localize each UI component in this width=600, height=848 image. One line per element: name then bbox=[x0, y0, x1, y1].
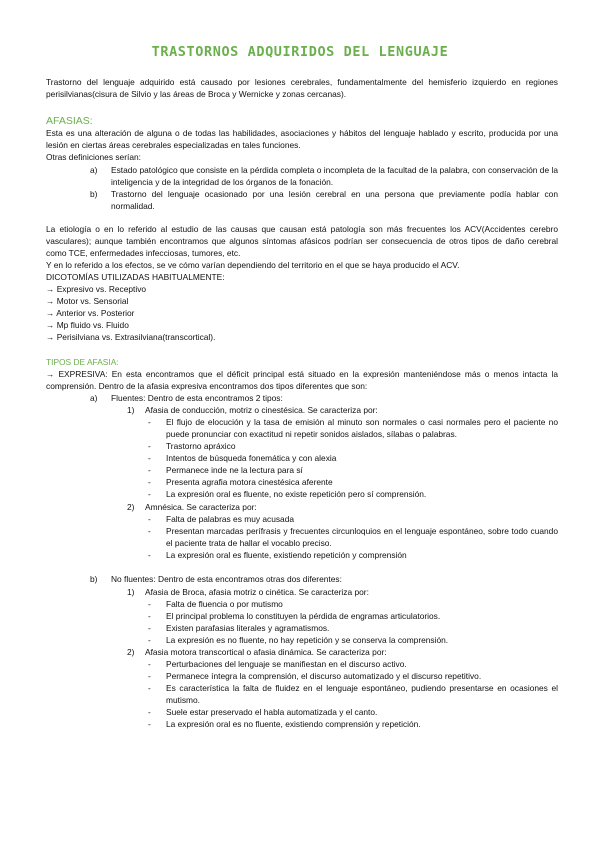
dicotomia-item: → Mp fluido vs. Fluido bbox=[46, 320, 129, 330]
amnesica-item: Presentan marcadas perífrasis y frecuentes circunloquios en el lenguaje espontáneo, sobre todo cuando el paciente trata de hallar el vocablo preciso. bbox=[166, 526, 558, 548]
document-title: TRASTORNOS ADQUIRIDOS DEL LENGUAJE bbox=[151, 44, 449, 60]
conduccion-item: Trastorno apráxico bbox=[166, 441, 236, 451]
dicotomia-item: → Motor vs. Sensorial bbox=[46, 296, 129, 306]
etiologia-paragraph: La etiología o en lo referido al estudio de las causas que causan está patología son más frecuentes los ACV(Accidentes cerebro vasculares); aunque también encontramos que algunos síntomas afásicos podrían ser consecuencia de otros tipos de daño cerebral como TCE, enfermedades infecciosas, tumores, etc. bbox=[46, 224, 558, 258]
bullet: - bbox=[148, 477, 151, 487]
bullet: - bbox=[148, 417, 151, 427]
bullet: - bbox=[148, 635, 151, 645]
transcortical-item: Permanece íntegra la comprensión, el discurso automatizado y el discurso repetitivo. bbox=[166, 671, 482, 681]
bullet: - bbox=[148, 550, 151, 560]
bullet: - bbox=[148, 623, 151, 633]
conduccion-item: Permanece inde ne la lectura para sí bbox=[166, 465, 303, 475]
broca-item: La expresión es no fluente, no hay repetición y se conserva la comprensión. bbox=[166, 635, 449, 645]
fluentes-marker: a) bbox=[90, 393, 98, 403]
transcortical-label: Afasia motora transcortical o afasia dinámica. Se caracteriza por: bbox=[145, 647, 387, 657]
definition-b: Trastorno del lenguaje ocasionado por una lesión cerebral en una persona que previamente podía hablar con normalidad. bbox=[111, 189, 558, 211]
bullet: - bbox=[148, 599, 151, 609]
bullet: - bbox=[148, 719, 151, 729]
afasias-heading: AFASIAS: bbox=[46, 115, 93, 127]
broca-item: Falta de fluencia o por mutismo bbox=[166, 599, 283, 609]
transcortical-item: La expresión oral es no fluente, existiendo comprensión y repetición. bbox=[166, 719, 421, 729]
amnesica-item: La expresión oral es fluente, existiendo repetición y comprensión bbox=[166, 550, 407, 560]
broca-label: Afasia de Broca, afasia motriz o cinética. Se caracteriza por: bbox=[145, 587, 369, 597]
bullet: - bbox=[148, 683, 151, 693]
transcortical-item: Perturbaciones del lenguaje se manifiestan en el discurso activo. bbox=[166, 659, 407, 669]
bullet: - bbox=[148, 611, 151, 621]
bullet: - bbox=[148, 526, 151, 536]
amnesica-item: Falta de palabras es muy acusada bbox=[166, 514, 295, 524]
intro-paragraph: Trastorno del lenguaje adquirido está causado por lesiones cerebrales, fundamentalmente del hemisferio izquierdo en regiones perisilvianas(cisura de Silvio y las áreas de Broca y Wernicke y zonas cercanas). bbox=[46, 77, 558, 99]
bullet: - bbox=[148, 659, 151, 669]
conduccion-item: Intentos de búsqueda fonemática y con alexia bbox=[166, 453, 337, 463]
no-fluentes-label: No fluentes: Dentro de esta encontramos otras dos diferentes: bbox=[111, 574, 342, 584]
bullet: - bbox=[148, 671, 151, 681]
definition-b-marker: b) bbox=[90, 189, 98, 199]
conduccion-label: Afasia de conducción, motriz o cinestésica. Se caracteriza por: bbox=[145, 405, 378, 415]
broca-item: Existen parafasias literales y agramatismos. bbox=[166, 623, 330, 633]
dicotomia-item: → Perisilviana vs. Extrasilviana(transcortical). bbox=[46, 332, 216, 342]
transcortical-marker: 2) bbox=[127, 647, 135, 657]
expresiva-paragraph: → EXPRESIVA: En esta encontramos que el déficit principal está situado en la expresión manteniéndose más o menos intacta la comprensión. Dentro de la afasia expresiva encontramos dos tipos diferentes que son: bbox=[46, 369, 558, 391]
broca-item: El principal problema lo constituyen la pérdida de engramas articulatorios. bbox=[166, 611, 441, 621]
conduccion-item: La expresión oral es fluente, no existe repetición pero sí comprensión. bbox=[166, 489, 427, 499]
conduccion-item: Presenta agrafia motora cinestésica aferente bbox=[166, 477, 333, 487]
no-fluentes-marker: b) bbox=[90, 574, 98, 584]
transcortical-item: Suele estar preservado el habla automatizada y el canto. bbox=[166, 707, 378, 717]
bullet: - bbox=[148, 489, 151, 499]
definition-a-marker: a) bbox=[90, 165, 98, 175]
transcortical-item: Es característica la falta de fluidez en el lenguaje espontáneo, pudiendo presentarse en ocasiones el mutismo. bbox=[166, 683, 558, 705]
amnesica-label: Amnésica. Se caracteriza por: bbox=[145, 502, 257, 512]
efectos-paragraph: Y en lo referido a los efectos, se ve cómo varían dependiendo del territorio en el que se haya producido el ACV. bbox=[46, 260, 460, 270]
afasias-definition: Esta es una alteración de alguna o de todas las habilidades, asociaciones y hábitos del lenguaje hablado y escrito, producida por una lesión en ciertas áreas cerebrales especializadas en tales funciones. bbox=[46, 128, 558, 150]
dicotomia-item: → Anterior vs. Posterior bbox=[46, 308, 135, 318]
broca-marker: 1) bbox=[127, 587, 135, 597]
definition-a: Estado patológico que consiste en la pérdida completa o incompleta de la facultad de la palabra, con conservación de la inteligencia y de la integridad de los órganos de la fonación. bbox=[111, 165, 558, 187]
bullet: - bbox=[148, 441, 151, 451]
bullet: - bbox=[148, 514, 151, 524]
dicotomias-heading: DICOTOMÍAS UTILIZADAS HABITUALMENTE: bbox=[46, 272, 225, 282]
tipos-heading: TIPOS DE AFASIA: bbox=[46, 357, 119, 367]
conduccion-marker: 1) bbox=[127, 405, 135, 415]
fluentes-label: Fluentes: Dentro de esta encontramos 2 tipos: bbox=[111, 393, 283, 403]
dicotomia-item: → Expresivo vs. Receptivo bbox=[46, 284, 147, 294]
bullet: - bbox=[148, 453, 151, 463]
otras-definiciones: Otras definiciones serían: bbox=[46, 152, 141, 162]
amnesica-marker: 2) bbox=[127, 502, 135, 512]
bullet: - bbox=[148, 465, 151, 475]
conduccion-item: El flujo de elocución y la tasa de emisión al minuto son normales o casi normales pero el paciente no puede pronunciar con exactitud ni repetir sonidos aislados, sílabas o palabras. bbox=[166, 417, 558, 439]
bullet: - bbox=[148, 707, 151, 717]
